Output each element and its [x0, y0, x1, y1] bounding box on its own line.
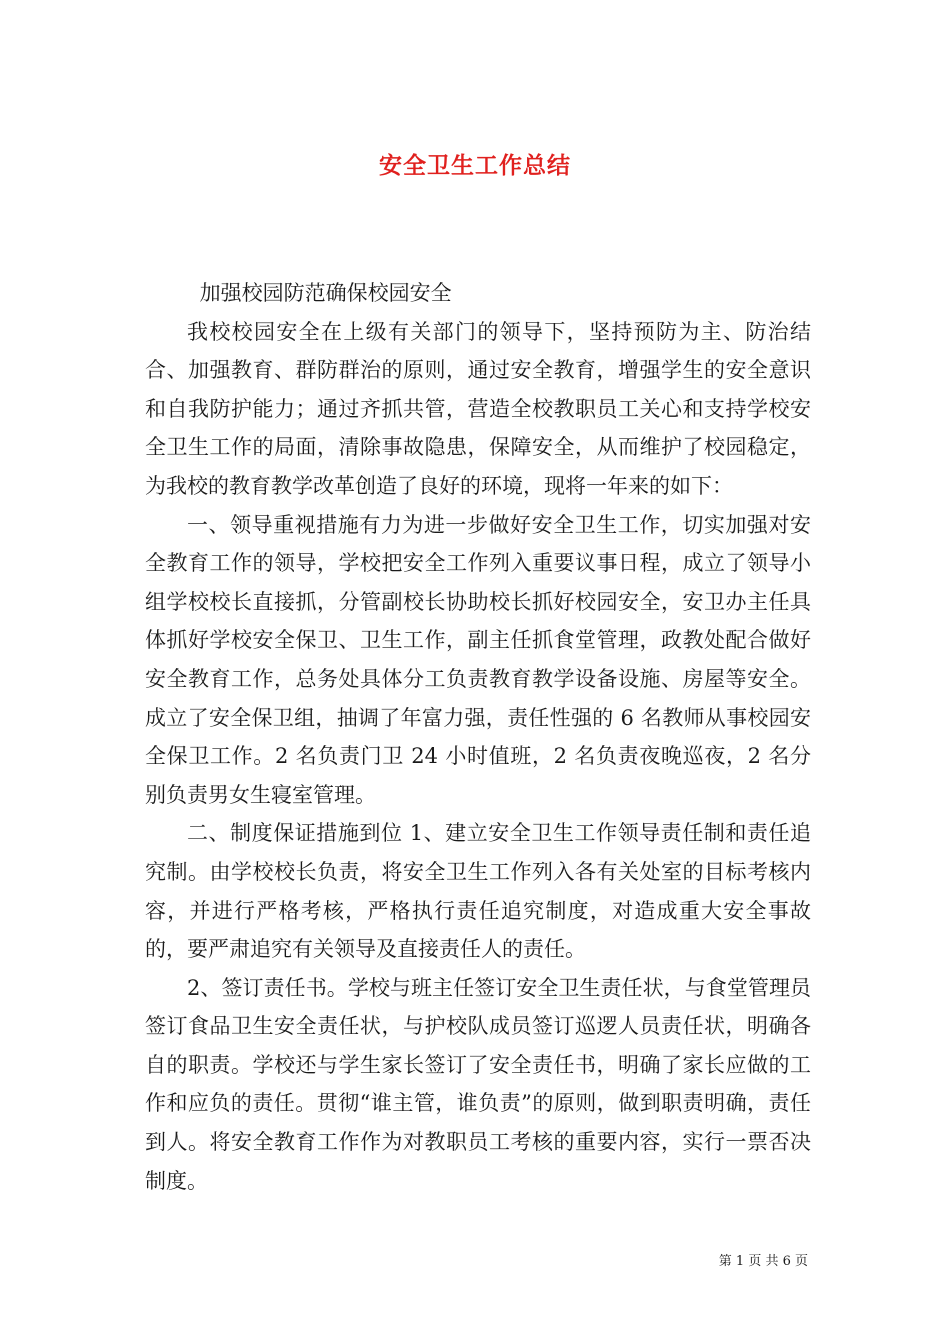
- document-body: [145, 274, 811, 1200]
- section-heading: 加强校园防范确保校园安全: [199, 281, 452, 305]
- paragraph-system: 二、制度保证措施到位 1、建立安全卫生工作领导责任制和责任追究制。由学校校长负责，将安全卫生工作列入各有关处室的目标考核内容，并进行严格考核，严格执行责任追究制度，对造成重大安全事故的，要严肃追究有关领导及直接责任人的责任。: [145, 821, 811, 962]
- paragraph-leadership: 一、领导重视措施有力为进一步做好安全卫生工作，切实加强对安全教育工作的领导，学校把安全工作列入重要议事日程，成立了领导小组学校校长直接抓，分管副校长协助校长抓好校园安全，安卫办主任具体抓好学校安全保卫、卫生工作，副主任抓食堂管理，政教处配合做好安全教育工作，总务处具体分工负责教育教学设备设施、房屋等安全。成立了安全保卫组，抽调了年富力强，责任性强的 6 名教师从事校园安全保卫工作。2 名负责门卫 24 小时值班，2 名负责夜晚巡夜，2 名分别负责男女生寝室管理。: [145, 512, 811, 807]
- page-title: 安全卫生工作总结: [379, 152, 571, 180]
- paragraph-responsibility: 2、签订责任书。学校与班主任签订安全卫生责任状，与食堂管理员签订食品卫生安全责任状，与护校队成员签订巡逻人员责任状，明确各自的职责。学校还与学生家长签订了安全责任书，明确了家长应做的工作和应负的责任。贯彻“谁主管，谁负责”的原则，做到职责明确，责任到人。将安全教育工作作为对教职员工考核的重要内容，实行一票否决制度。: [145, 975, 811, 1193]
- paragraph-intro: 我校校园安全在上级有关部门的领导下，坚持预防为主、防治结合、加强教育、群防群治的原则，通过安全教育，增强学生的安全意识和自我防护能力；通过齐抓共管，营造全校教职员工关心和支持学校安全卫生工作的局面，清除事故隐患，保障安全，从而维护了校园稳定，为我校的教育教学改革创造了良好的环境，现将一年来的如下：: [145, 319, 811, 498]
- page-number: 第 1 页 共 6 页: [718, 1254, 808, 1269]
